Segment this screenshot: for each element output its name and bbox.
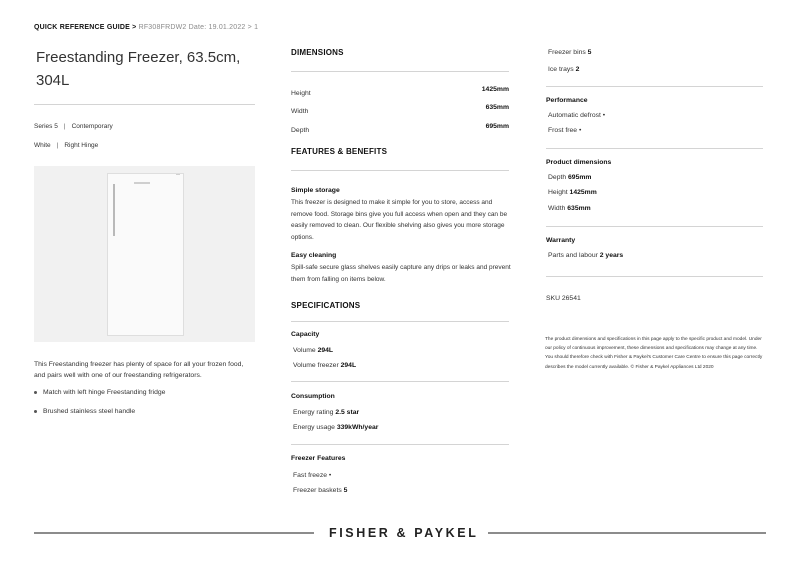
spec-row — [548, 112, 605, 119]
feature-heading: Easy cleaning — [291, 252, 337, 259]
spec-row — [293, 362, 356, 369]
divider — [546, 226, 763, 227]
spec-label: Freezer bins — [548, 49, 586, 56]
spec-label: Frost free — [548, 127, 578, 134]
feature-text: Spill-safe secure glass shelves easily capture any drips or leaks and prevent them from falling on items below. — [291, 264, 511, 283]
spec-label: Height — [548, 189, 568, 196]
divider — [291, 381, 509, 382]
spec-row — [293, 424, 378, 431]
spec-row — [548, 49, 591, 56]
product-description: This Freestanding freezer has plenty of space for all your frozen food, and pairs well with one of our freestanding refrigerators. — [34, 361, 244, 379]
footer-rule-left — [34, 532, 314, 534]
features-heading: FEATURES & BENEFITS — [291, 147, 388, 156]
bullet-item — [34, 389, 165, 396]
specifications-heading: SPECIFICATIONS — [291, 301, 361, 310]
handle-illustration — [113, 184, 115, 236]
color: White — [34, 142, 51, 149]
divider — [546, 276, 763, 277]
dimension-label: Height — [291, 90, 311, 97]
divider — [546, 86, 763, 87]
spec-label: Volume — [293, 347, 316, 354]
spec-label: Depth — [548, 174, 567, 181]
spec-value: 2 — [575, 66, 580, 73]
series-line: Series 5 | Contemporary — [34, 123, 113, 130]
spec-row — [293, 409, 359, 416]
divider — [34, 104, 255, 105]
dimension-value: 695mm — [485, 123, 509, 130]
color-line: White | Right Hinge — [34, 142, 99, 149]
divider — [291, 170, 509, 171]
spec-value: 5 — [343, 487, 348, 494]
divider — [546, 148, 763, 149]
capacity-heading: Capacity — [291, 331, 320, 338]
product-title: Freestanding Freezer, 63.5cm, 304L — [36, 49, 241, 89]
spec-row — [548, 252, 623, 259]
freezer-illustration — [107, 173, 184, 336]
product-dimensions-heading: Product dimensions — [546, 159, 612, 166]
warranty-heading: Warranty — [546, 237, 576, 244]
bullet-text: Brushed stainless steel handle — [43, 408, 136, 415]
logo-mark — [134, 182, 150, 184]
bullet-item — [34, 408, 135, 415]
spec-row — [548, 127, 581, 134]
brand-logo: FISHER & PAYKEL — [329, 526, 479, 540]
hinge: Right Hinge — [64, 142, 99, 149]
page-number: 1 — [254, 24, 259, 31]
feature-text: This freezer is designed to make it simple for you to store, access and remove food. Storage bins give you full access when open and they can be easily removed to clean. Our flexible shelving also gives you more storage options. — [291, 199, 508, 241]
spec-label: Energy rating — [293, 409, 334, 416]
series: Series 5 — [34, 123, 58, 130]
dimensions-heading: DIMENSIONS — [291, 48, 344, 57]
divider — [291, 444, 509, 445]
spec-value: • — [578, 127, 582, 134]
guide-label: QUICK REFERENCE GUIDE > — [34, 24, 137, 31]
spec-value: 695mm — [568, 174, 592, 181]
top-mark — [176, 174, 180, 175]
dimension-label: Depth — [291, 127, 310, 134]
header-breadcrumb — [34, 24, 258, 31]
spec-label: Parts and labour — [548, 252, 598, 259]
spec-value: 5 — [587, 49, 592, 56]
dimension-label: Width — [291, 108, 309, 115]
spec-label: Fast freeze — [293, 472, 327, 479]
bullet-text: Match with left hinge Freestanding fridge — [43, 389, 166, 396]
sku: SKU 26541 — [546, 295, 581, 302]
spec-label: Energy usage — [293, 424, 335, 431]
consumption-heading: Consumption — [291, 393, 335, 400]
spec-value: 635mm — [567, 205, 591, 212]
spec-value: 2 years — [599, 252, 624, 259]
disclaimer: The product dimensions and specifications in this page apply to the specific product and model. Under our policy of continuous improvement, these dimensions and specifications may change at any time. You should therefore check with Fisher & Paykel's Customer Care Centre to ensure this page correctly describes the model currently available. © Fisher & Paykel Appliances Ltd 2020 — [545, 337, 763, 370]
spec-value: 294L — [317, 347, 334, 354]
spec-label: Freezer baskets — [293, 487, 342, 494]
spec-label: Automatic defrost — [548, 112, 601, 119]
spec-row — [548, 205, 591, 212]
performance-heading: Performance — [546, 97, 588, 104]
bullet-icon — [34, 410, 37, 413]
freezer-features-heading: Freezer Features — [291, 455, 346, 462]
dimension-value: 635mm — [485, 104, 509, 111]
spec-label: Volume freezer — [293, 362, 339, 369]
spec-value: • — [328, 472, 332, 479]
divider — [291, 321, 509, 322]
footer-rule-right — [488, 532, 766, 534]
spec-value: 294L — [340, 362, 357, 369]
divider — [291, 71, 509, 72]
spec-value: 2.5 star — [335, 409, 360, 416]
spec-value: • — [602, 112, 606, 119]
model-date: RF308FRDW2 Date: 19.01.2022 > — [138, 24, 252, 31]
spec-row — [293, 487, 347, 494]
bullet-icon — [34, 391, 37, 394]
spec-row — [293, 472, 331, 479]
spec-row — [548, 174, 591, 181]
spec-label: Width — [548, 205, 566, 212]
spec-row — [293, 347, 333, 354]
feature-heading: Simple storage — [291, 187, 340, 194]
spec-value: 1425mm — [569, 189, 597, 196]
spec-row — [548, 66, 579, 73]
spec-value: 339kWh/year — [336, 424, 379, 431]
spec-label: Ice trays — [548, 66, 574, 73]
spec-row — [548, 189, 597, 196]
dimension-value: 1425mm — [481, 86, 509, 93]
style: Contemporary — [71, 123, 113, 130]
